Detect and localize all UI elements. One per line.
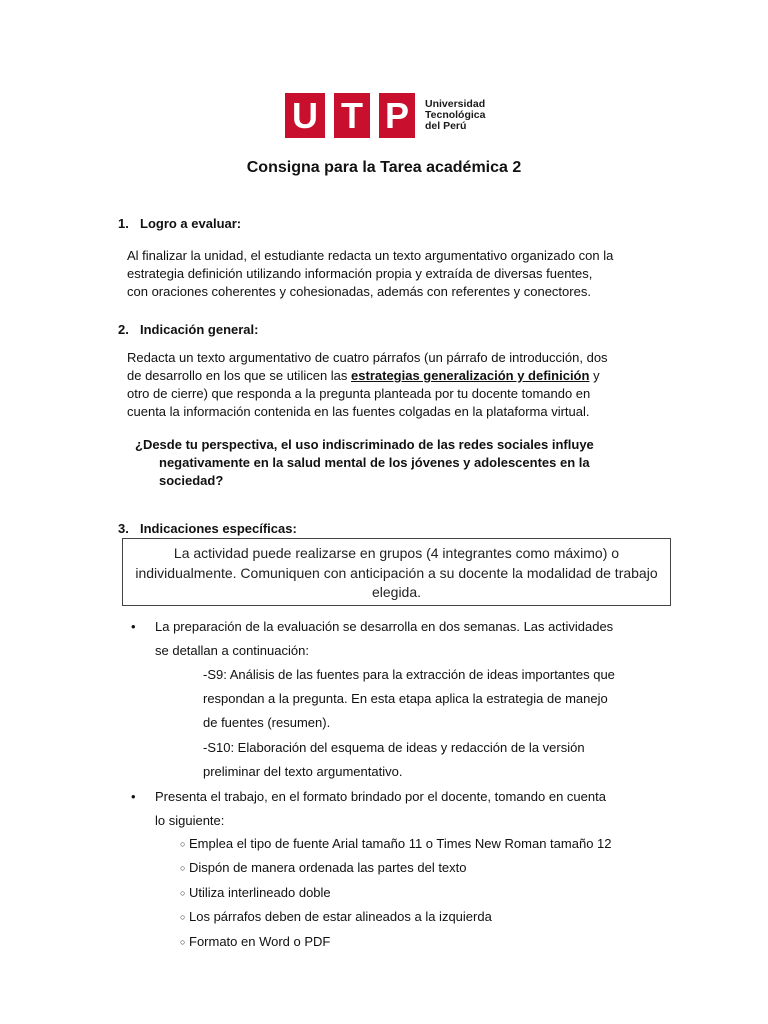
- text-run: de desarrollo en los que se utilicen las: [127, 368, 352, 383]
- format-item: [180, 834, 612, 854]
- document-title: Consigna para la Tarea académica 2: [246, 159, 522, 176]
- logo-letter-u: U: [292, 95, 318, 136]
- notice-line: individualmente. Comuniquen con anticipación a su docente la modalidad de trabajo: [135, 564, 658, 581]
- question-line: ¿Desde tu perspectiva, el uso indiscriminado de las redes sociales influye: [135, 437, 594, 452]
- logo-line: Universidad: [425, 98, 486, 110]
- activity-s9: [203, 663, 673, 735]
- paragraph-line: otro de cierre) que responda a la pregunta planteada por tu docente tomando en: [127, 386, 591, 401]
- section-title: Indicaciones específicas:: [140, 521, 297, 536]
- activity-line: respondan a la pregunta. En esta etapa aplica la estrategia de manejo: [203, 691, 608, 706]
- guiding-question: [135, 436, 655, 490]
- format-item: [180, 907, 492, 927]
- paragraph-line: con oraciones coherentes y cohesionadas, además con referentes y conectores.: [127, 284, 591, 299]
- activity-s10: [203, 736, 673, 784]
- format-item: [180, 858, 467, 878]
- format-item-text: Formato en Word o PDF: [189, 934, 331, 949]
- section-title: Logro a evaluar:: [140, 216, 242, 231]
- activity-line: -S9: Análisis de las fuentes para la extracción de ideas importantes que: [203, 667, 615, 682]
- notice-line: elegida.: [371, 584, 422, 600]
- circle-bullet-icon: ○: [180, 912, 186, 922]
- format-item-text: Utiliza interlineado doble: [189, 885, 331, 900]
- paragraph-line: estrategia definición utilizando información propia y extraída de diversas fuentes,: [127, 266, 593, 281]
- bullet-icon: •: [131, 789, 136, 804]
- circle-bullet-icon: ○: [180, 937, 186, 947]
- bullet-line: se detallan a continuación:: [155, 643, 309, 658]
- circle-bullet-icon: ○: [180, 888, 186, 898]
- bullet-icon: •: [131, 619, 136, 634]
- format-item: [180, 883, 331, 903]
- paragraph-line: [127, 367, 687, 385]
- group-work-notice-box: [122, 538, 671, 606]
- bullet-line: lo siguiente:: [155, 813, 225, 828]
- section-2-paragraph: [127, 349, 687, 421]
- text-run: y: [589, 368, 600, 383]
- circle-bullet-icon: ○: [180, 863, 186, 873]
- section-title: Indicación general:: [140, 322, 259, 337]
- emphasized-text: estrategias generalización y definición: [351, 368, 590, 383]
- bullet-line: La preparación de la evaluación se desarrolla en dos semanas. Las actividades: [155, 619, 614, 634]
- section-1-heading: [118, 216, 241, 231]
- activity-line: -S10: Elaboración del esquema de ideas y redacción de la versión: [203, 740, 585, 755]
- utp-logo: [285, 93, 485, 138]
- question-line: negativamente en la salud mental de los jóvenes y adolescentes en la: [159, 455, 590, 470]
- logo-letter-t: T: [341, 95, 363, 136]
- question-line: sociedad?: [159, 473, 224, 488]
- format-item-text: Dispón de manera ordenada las partes del texto: [189, 860, 467, 875]
- activity-line: de fuentes (resumen).: [203, 715, 331, 730]
- bullet-line: Presenta el trabajo, en el formato brindado por el docente, tomando en cuenta: [155, 789, 606, 804]
- section-1-paragraph: [127, 247, 687, 301]
- format-item-text: Los párrafos deben de estar alineados a la izquierda: [189, 909, 492, 924]
- format-item-text: Emplea el tipo de fuente Arial tamaño 11 o Times New Roman tamaño 12: [189, 836, 612, 851]
- circle-bullet-icon: ○: [180, 839, 186, 849]
- activity-line: preliminar del texto argumentativo.: [203, 764, 403, 779]
- logo-mark: [285, 93, 415, 138]
- logo-wordmark: [425, 99, 485, 132]
- paragraph-line: Al finalizar la unidad, el estudiante redacta un texto argumentativo organizado con la: [127, 248, 614, 263]
- section-3-heading: [118, 521, 297, 536]
- section-number: 2.: [118, 322, 129, 337]
- logo-line: Tecnológica: [425, 109, 486, 121]
- paragraph-line: cuenta la información contenida en las fuentes colgadas en la plataforma virtual.: [127, 404, 590, 419]
- section-number: 3.: [118, 521, 129, 536]
- logo-line: del Perú: [425, 120, 467, 132]
- section-2-heading: [118, 322, 258, 337]
- logo-letter-p: P: [384, 95, 409, 136]
- format-item: [180, 932, 330, 952]
- section-number: 1.: [118, 216, 129, 231]
- notice-line: La actividad puede realizarse en grupos (4 integrantes como máximo) o: [173, 545, 620, 561]
- paragraph-line: Redacta un texto argumentativo de cuatro párrafos (un párrafo de introducción, dos: [127, 350, 608, 365]
